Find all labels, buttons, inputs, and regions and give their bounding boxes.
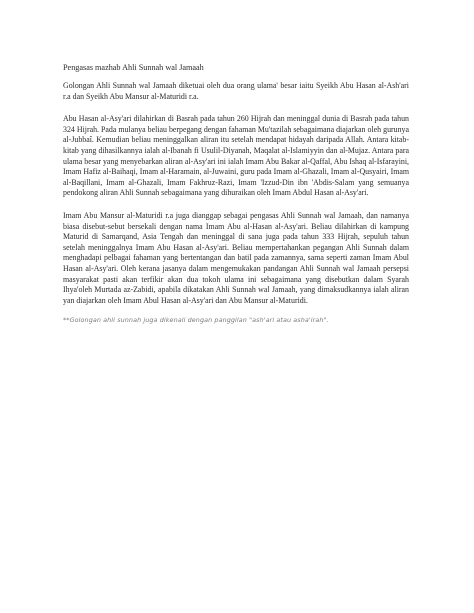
document-heading: Pengasas mazhab Ahli Sunnah wal Jamaah: [63, 63, 204, 72]
paragraph-abu-hasan: Abu Hasan al-Asy'ari dilahirkan di Basrah pada tahun 260 Hijrah dan meninggal dunia di Basrah pada tahun 324 Hijrah. Pada mulanya beliau berpegang dengan fahaman Mu'tazilah sebagaimana diajarkan oleh gurunya al-Jubbaî. Kemudian beliau meninggalkan aliran itu setelah mendapat hidayah daripada Allah. Antara kitab-kitab yang dihasilkannya ialah al-Ibanah fi Usulil-Diyanah, Maqalat al-Islamiyyin dan al-Mujaz. Antara para ulama besar yang menyebarkan aliran al-Asy'ari ini ialah Imam Abu Bakar al-Qaffal, Abu Ishaq al-Isfarayini, Imam Hafiz al-Baihaqi, Imam al-Haramain, al-Juwaini, guru pada Imam al-Ghazali, Imam al-Qusyairi, Imam al-Baqillani, Imam al-Ghazali, Imam Fakhruz-Razi, Imam 'Izzud-Din ibn 'Abdis-Salam yang semuanya pendokong aliran Ahli Sunnah sebagaimana yang dihuraikan oleh Imam Abdul Hasan al-Asy'ari.: [63, 114, 409, 198]
paragraph-intro: Golongan Ahli Sunnah wal Jamaah diketuai oleh dua orang ulama' besar iaitu Syeikh Abu Hasan al-Ash'ari r.a dan Syeikh Abu Mansur al-Maturidi r.a.: [63, 81, 409, 101]
paragraph-abu-mansur: Imam Abu Mansur al-Maturidi r.a juga dianggap sebagai pengasas Ahli Sunnah wal Jamaah, dan namanya biasa disebut-sebut bersekali dengan nama Imam Abu al-Hasan al-Asy'ari. Beliau dilahirkan di kampung Maturid di Samarqand, Asia Tengah dan meninggal di sana juga pada tahun 333 Hijrah, sepuluh tahun setelah meninggalnya Imam Abu Hasan al-Asy'ari. Beliau mempertahankan pegangan Ahli Sunnah dalam menghadapi pelbagai fahaman yang bertentangan dan batil pada zamannya, sama seperti zaman Imam Abul Hasan al-Asy'ari. Oleh kerana jasanya dalam mengemukakan pandangan Ahli Sunnah wal Jamaah persepsi masyarakat pasti akan terfikir akan dua tokoh ulama ini sebagaimana yang disebutkan dalam Syarah Ihya'oleh Murtada az-Zabidi, apabila dikatakan Ahli Sunnah wal Jamaah, yang dimaksudkannya ialah aliran yan diajarkan oleh Imam Abul Hasan al-Asy'ari dan Abu Mansur al-Maturidi.: [63, 210, 409, 305]
footnote: **Golongan ahli sunnah juga dikenali dengan panggilan "ash'ari atau asha'irah".: [63, 316, 329, 325]
document-body: [63, 62, 409, 325]
